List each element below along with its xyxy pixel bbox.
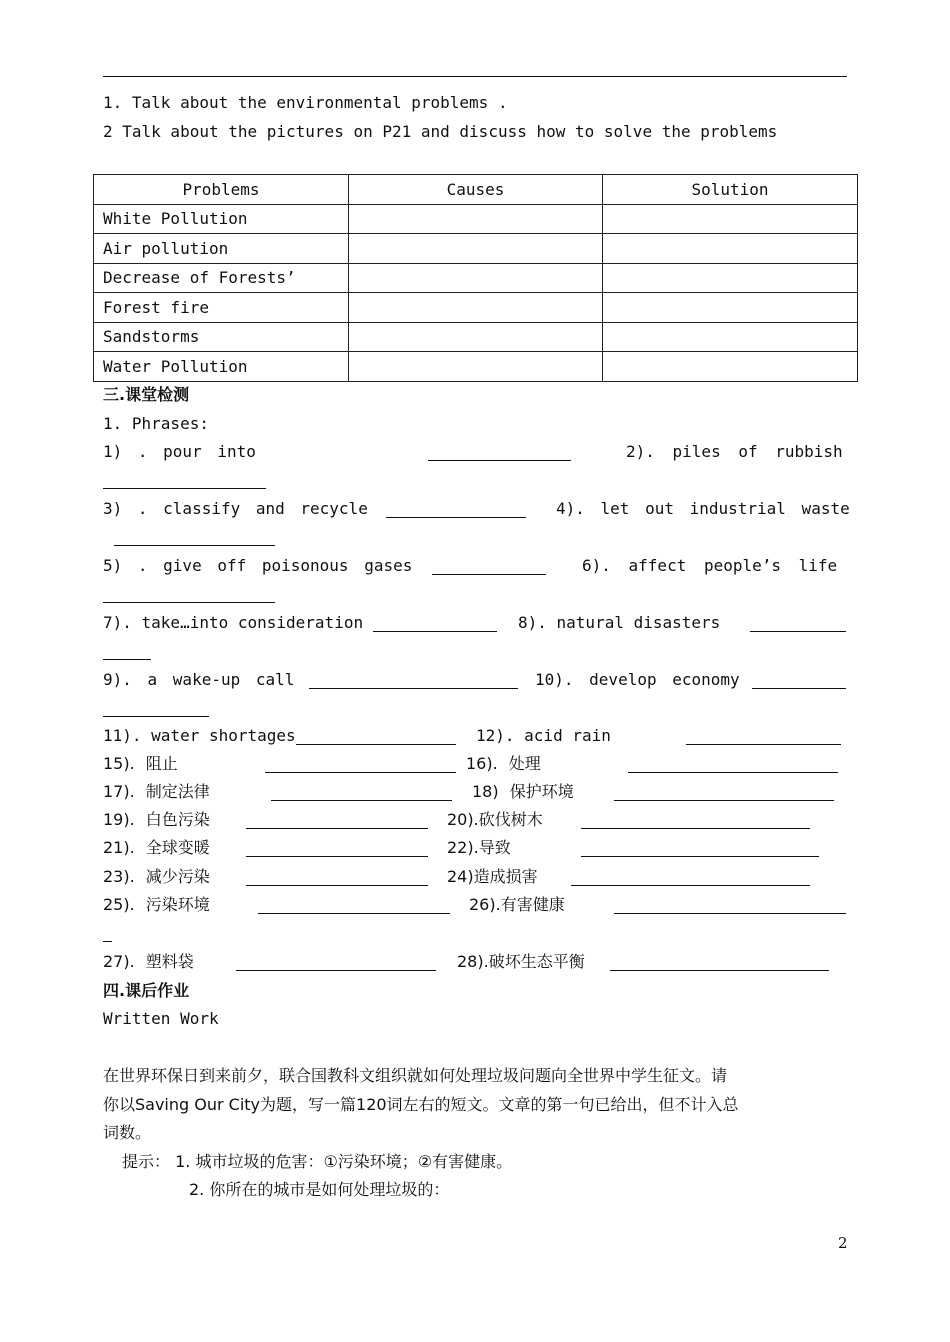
answer-blank-21[interactable] [246, 856, 428, 857]
phrases-label: 1. Phrases: [103, 414, 209, 433]
answer-blank-8b[interactable] [103, 659, 151, 660]
phrase-item-17: 17). 制定法律 [103, 782, 210, 801]
phrase-item-3: 3) . classify and recycle [103, 499, 368, 518]
phrase-item-15: 15). 阻止 [103, 754, 178, 773]
phrase-item-20: 20).砍伐树木 [447, 810, 543, 829]
intro-line-2: 2 Talk about the pictures on P21 and discuss how to solve the problems [103, 122, 778, 141]
section4-title: 四.课后作业 [103, 981, 190, 1000]
top-rule [103, 76, 847, 77]
answer-blank-25[interactable] [258, 913, 450, 914]
phrase-item-24: 24)造成损害 [447, 867, 538, 886]
writing-prompt-line-1: 在世界环保日到来前夕，联合国教科文组织就如何处理垃圾问题向全世界中学生征文。请 [103, 1066, 728, 1085]
answer-blank-8a[interactable] [750, 631, 846, 632]
section4-subtitle: Written Work [103, 1009, 219, 1028]
answer-blank-27[interactable] [236, 970, 436, 971]
answer-blank-26b[interactable] [103, 941, 112, 942]
problems-table [93, 174, 858, 382]
phrase-item-6: 6). affect people’s life [582, 556, 838, 575]
phrase-item-19: 19). 白色污染 [103, 810, 210, 829]
table-row [94, 263, 858, 293]
answer-blank-11[interactable] [296, 744, 456, 745]
solution-cell[interactable] [603, 352, 858, 382]
phrase-item-2: 2). piles of rubbish [626, 442, 843, 461]
writing-prompt-line-2: 你以Saving Our City为题，写一篇120词左右的短文。文章的第一句已给出，但不计入总 [103, 1095, 739, 1114]
header-problems: Problems [94, 175, 349, 205]
problem-cell: White Pollution [94, 204, 349, 234]
solution-cell[interactable] [603, 322, 858, 352]
answer-blank-16[interactable] [628, 772, 838, 773]
phrase-item-5: 5) . give off poisonous gases [103, 556, 413, 575]
phrase-item-11: 11). water shortages [103, 726, 296, 745]
causes-cell[interactable] [349, 352, 603, 382]
phrase-item-4: 4). let out industrial waste [556, 499, 850, 518]
table-row [94, 352, 858, 382]
phrase-item-12: 12). acid rain [476, 726, 611, 745]
section3-title: 三.课堂检测 [103, 385, 190, 404]
header-causes: Causes [349, 175, 603, 205]
phrase-item-18: 18) 保护环境 [472, 782, 574, 801]
phrase-item-22: 22).导致 [447, 838, 511, 857]
problem-cell: Forest fire [94, 293, 349, 323]
table-row [94, 322, 858, 352]
answer-blank-24[interactable] [571, 885, 810, 886]
problem-cell: Air pollution [94, 234, 349, 264]
writing-prompt-line-3: 词数。 [103, 1123, 152, 1142]
solution-cell[interactable] [603, 293, 858, 323]
phrase-item-21: 21). 全球变暖 [103, 838, 210, 857]
phrase-item-25: 25). 污染环境 [103, 895, 210, 914]
problem-cell: Sandstorms [94, 322, 349, 352]
answer-blank-23[interactable] [246, 885, 428, 886]
solution-cell[interactable] [603, 204, 858, 234]
answer-blank-26a[interactable] [614, 913, 846, 914]
causes-cell[interactable] [349, 293, 603, 323]
hint-line-2: 2. 你所在的城市是如何处理垃圾的： [189, 1180, 450, 1199]
answer-blank-9[interactable] [309, 688, 518, 689]
answer-blank-5[interactable] [432, 574, 546, 575]
answer-blank-22[interactable] [581, 856, 819, 857]
page-number: 2 [838, 1234, 848, 1252]
problem-cell: Decrease of Forests’ [94, 263, 349, 293]
answer-blank-19[interactable] [246, 828, 428, 829]
answer-blank-3[interactable] [386, 517, 526, 518]
phrase-item-16: 16). 处理 [466, 754, 541, 773]
phrase-item-7: 7). take…into consideration [103, 613, 364, 632]
answer-blank-7[interactable] [373, 631, 497, 632]
hint-line-1: 提示： 1. 城市垃圾的危害：①污染环境；②有害健康。 [122, 1152, 513, 1171]
answer-blank-15[interactable] [265, 772, 456, 773]
phrase-item-26: 26).有害健康 [469, 895, 565, 914]
header-solution: Solution [603, 175, 858, 205]
phrase-item-9: 9). a wake-up call [103, 670, 295, 689]
phrase-item-23: 23). 减少污染 [103, 867, 210, 886]
causes-cell[interactable] [349, 322, 603, 352]
table-row [94, 234, 858, 264]
causes-cell[interactable] [349, 234, 603, 264]
answer-blank-6[interactable] [103, 602, 275, 603]
answer-blank-10b[interactable] [103, 716, 209, 717]
answer-blank-18[interactable] [614, 800, 834, 801]
causes-cell[interactable] [349, 204, 603, 234]
phrase-item-8: 8). natural disasters [518, 613, 721, 632]
answer-blank-28[interactable] [610, 970, 829, 971]
answer-blank-4[interactable] [114, 545, 275, 546]
solution-cell[interactable] [603, 263, 858, 293]
table-row [94, 204, 858, 234]
phrase-item-10: 10). develop economy [535, 670, 740, 689]
table-row [94, 293, 858, 323]
table-header-row [94, 175, 858, 205]
phrase-item-27: 27). 塑料袋 [103, 952, 194, 971]
answer-blank-1[interactable] [428, 460, 571, 461]
answer-blank-12[interactable] [686, 744, 841, 745]
answer-blank-10a[interactable] [752, 688, 846, 689]
intro-line-1: 1. Talk about the environmental problems . [103, 93, 508, 112]
problem-cell: Water Pollution [94, 352, 349, 382]
solution-cell[interactable] [603, 234, 858, 264]
phrase-item-1: 1) . pour into [103, 442, 256, 461]
phrase-item-28: 28).破坏生态平衡 [457, 952, 585, 971]
answer-blank-17[interactable] [271, 800, 452, 801]
causes-cell[interactable] [349, 263, 603, 293]
answer-blank-2[interactable] [103, 488, 266, 489]
answer-blank-20[interactable] [581, 828, 810, 829]
